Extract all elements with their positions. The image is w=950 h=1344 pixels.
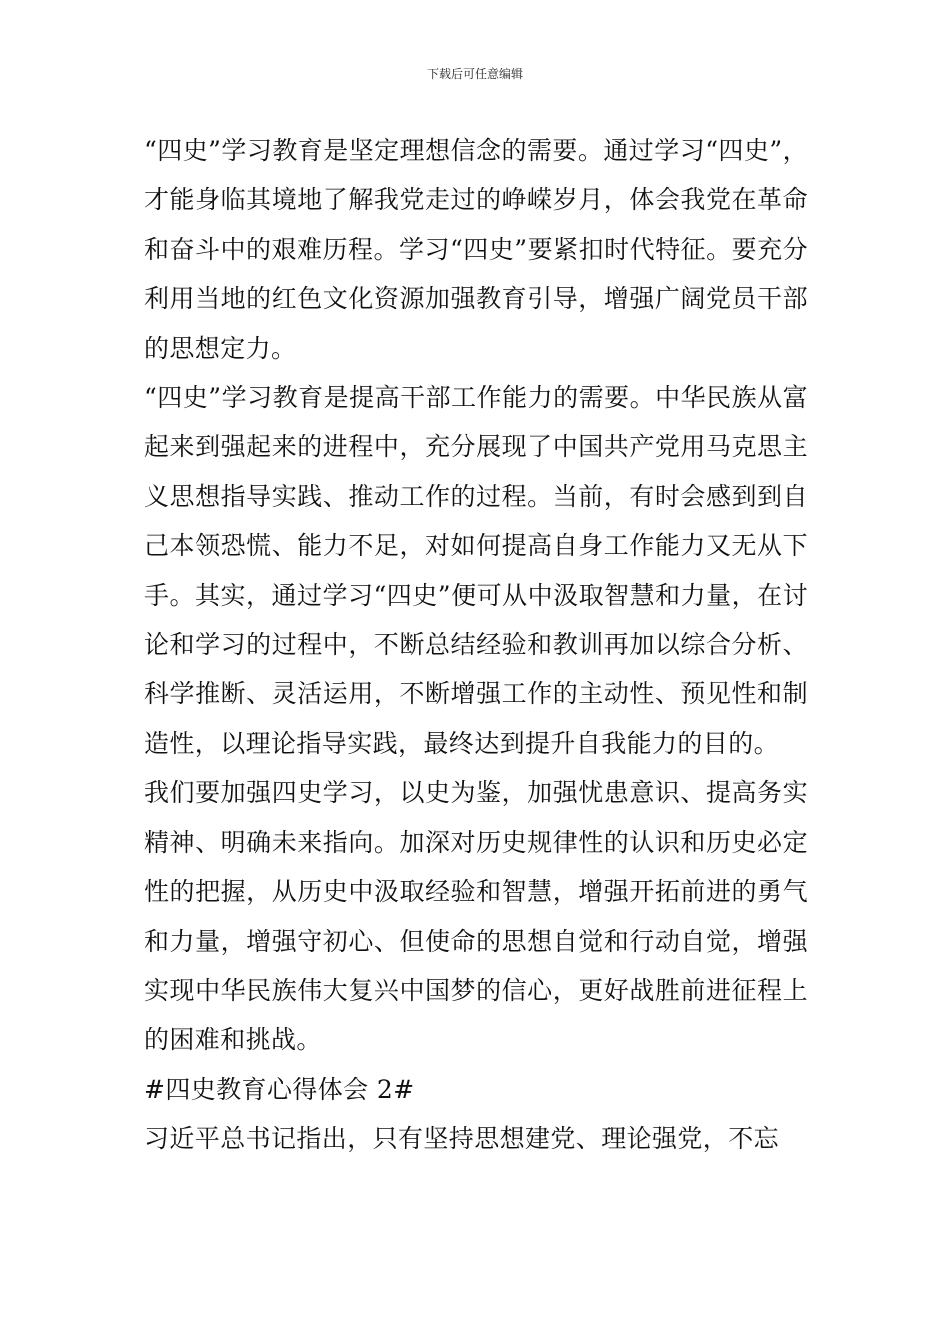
paragraph-ideals-faith: “四史”学习教育是坚定理想信念的需要。通过学习“四史”，才能身临其境地了解我党走过的峥嵘岁月，体会我党在革命和奋斗中的艰难历程。学习“四史”要紧扣时代特征。要充分利用当地的红色文化资源加强教育引导，增强广阔党员干部的思想定力。 xyxy=(144,136,808,363)
paragraph-continued: 习近平总书记指出，只有坚持思想建党、理论强党，不忘 xyxy=(144,1124,780,1154)
section-heading: #四史教育心得体会 2# xyxy=(144,1074,415,1104)
paragraph-work-ability: “四史”学习教育是提高干部工作能力的需要。中华民族从富起来到强起来的进程中，充分展现了中国共产党用马克思主义思想指导实践、推动工作的过程。当前，有时会感到到自己本领恐慌、能力不足，对如何提高自身工作能力又无从下手。其实，通过学习“四史”便可从中汲取智慧和力量，在讨论和学习的过程中，不断总结经验和教训再加以综合分析、科学推断、灵活运用，不断增强工作的主动性、预见性和制造性，以理论指导实践，最终达到提升自我能力的目的。 xyxy=(144,383,808,758)
paragraph-strengthen-study: 我们要加强四史学习，以史为鉴，加强忧患意识、提高务实精神、明确未来指向。加深对历史规律性的认识和历史必定性的把握，从历史中汲取经验和智慧，增强开拓前进的勇气和力量，增强守初心、但使命的思想自觉和行动自觉，增强实现中华民族伟大复兴中国梦的信心，更好战胜前进征程上的困难和挑战。 xyxy=(144,778,808,1055)
document-body xyxy=(144,126,808,1164)
page-header-note: 下载后可任意编辑 xyxy=(426,67,523,81)
